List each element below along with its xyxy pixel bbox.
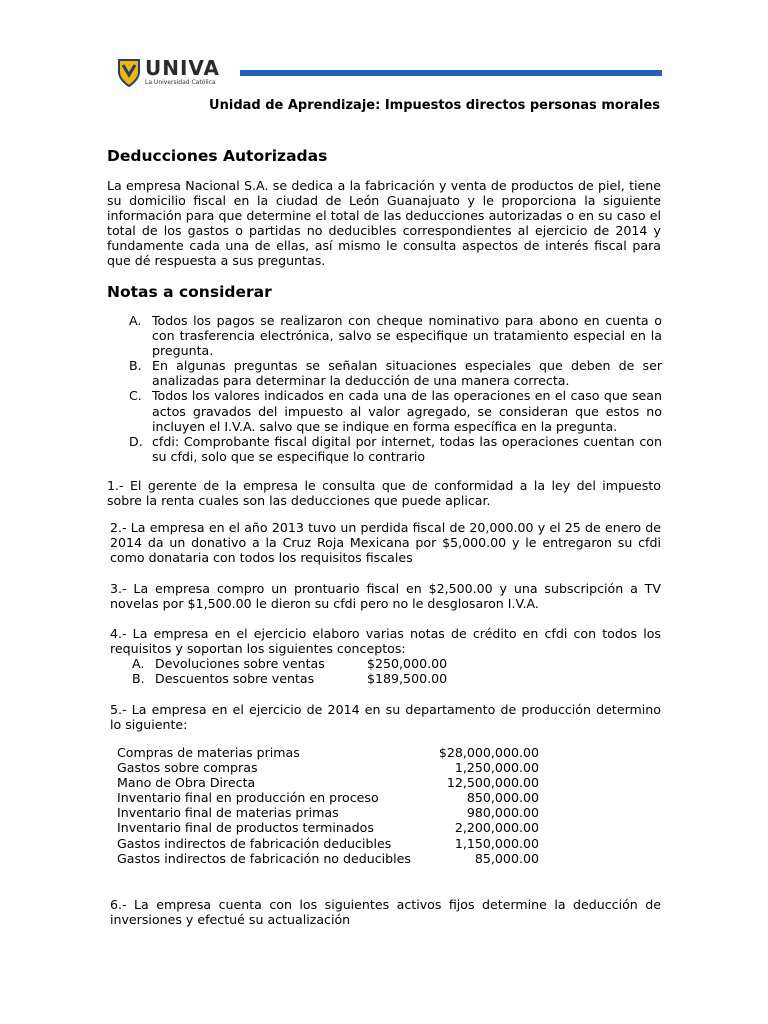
intro-paragraph: La empresa Nacional S.A. se dedica a la fabricación y venta de productos de piel, tiene su domicilio fiscal en la ciudad de León Guanajuato y le proporciona la siguiente información para que determine el total de las deducciones autorizadas o en su caso el total de los gastos o partidas no deducibles correspondientes al ejercicio de 2014 y fundamente cada una de ellas, así mismo le consulta aspectos de interés fiscal para que dé respuesta a sus preguntas. xyxy=(107,178,661,269)
list-item-text: En algunas preguntas se señalan situaciones especiales que deben de ser analizadas para determinar la deducción de una manera correcta. xyxy=(152,358,662,389)
list-item xyxy=(132,656,447,671)
cost-value: 850,000.00 xyxy=(466,790,539,806)
item-value: $189,500.00 xyxy=(367,671,448,687)
cost-label: Inventario final de productos terminados xyxy=(117,820,374,836)
table-row xyxy=(117,805,539,820)
cost-value: 980,000.00 xyxy=(466,805,539,821)
cost-value: 85,000.00 xyxy=(474,850,539,866)
cost-label: Gastos sobre compras xyxy=(117,760,258,776)
question-5: 5.- La empresa en el ejercicio de 2014 en su departamento de producción determino lo siguiente: xyxy=(110,702,661,733)
production-costs-table xyxy=(117,745,539,866)
cost-value: 1,250,000.00 xyxy=(454,760,539,776)
list-item xyxy=(129,434,662,464)
question-4: 4.- La empresa en el ejercicio elaboro varias notas de crédito en cfdi con todos los requisitos y soportan los siguientes conceptos: xyxy=(110,626,661,657)
list-item-text: Todos los pagos se realizaron con cheque nominativo para abono en cuenta o con trasferencia electrónica, salvo se especifique un tratamiento especial en la pregunta. xyxy=(152,313,662,359)
cost-label: Inventario final de materias primas xyxy=(117,805,339,821)
header-divider-bar xyxy=(240,70,662,76)
logo-tagline: La Universidad Católica xyxy=(145,79,216,86)
table-row xyxy=(117,851,539,866)
list-item-text: cfdi: Comprobante fiscal digital por internet, todas las operaciones cuentan con su cfdi, solo que se especifique lo contrario xyxy=(152,433,662,464)
item-label: Descuentos sobre ventas xyxy=(155,671,315,687)
list-item xyxy=(129,313,662,358)
cost-value: $28,000,000.00 xyxy=(438,745,539,760)
question-3: 3.- La empresa compro un prontuario fiscal en $2,500.00 y una subscripción a TV novelas por $1,500.00 le dieron su cfdi pero no le desglosaron I.V.A. xyxy=(110,581,661,612)
cost-label: Mano de Obra Directa xyxy=(117,775,256,791)
list-marker: C. xyxy=(129,388,142,404)
cost-value: 2,200,000.00 xyxy=(454,820,539,836)
notes-list xyxy=(129,313,662,464)
item-value: $250,000.00 xyxy=(367,656,448,671)
section-heading-deducciones: Deducciones Autorizadas xyxy=(107,147,328,165)
table-row xyxy=(117,820,539,835)
table-row xyxy=(117,790,539,805)
cost-label: Compras de materias primas xyxy=(117,745,300,760)
table-row xyxy=(117,775,539,790)
cost-label: Gastos indirectos de fabricación no deducibles xyxy=(117,850,411,866)
list-marker: B. xyxy=(129,358,142,374)
table-row xyxy=(117,745,539,760)
list-marker: D. xyxy=(129,433,143,449)
cost-label: Inventario final en producción en proceso xyxy=(117,790,379,806)
question-6: 6.- La empresa cuenta con los siguientes activos fijos determine la deducción de inversiones y efectué su actualización xyxy=(110,897,661,928)
list-item-text: Todos los valores indicados en cada una de las operaciones en el caso que sean actos gravados del impuesto al valor agregado, se consideran que estos no incluyen el I.V.A. salvo que se indique en forma específica en la pregunta. xyxy=(152,388,662,434)
cost-value: 1,150,000.00 xyxy=(454,835,539,851)
list-marker: A. xyxy=(132,656,145,671)
question-1: 1.- El gerente de la empresa le consulta que de conformidad a la ley del impuesto sobre la renta cuales son las deducciones que puede aplicar. xyxy=(107,478,661,509)
shield-icon xyxy=(117,58,141,88)
list-marker: B. xyxy=(132,671,145,687)
univa-logo xyxy=(117,58,235,92)
list-item xyxy=(132,671,447,686)
credit-notes-list xyxy=(132,656,447,686)
list-item xyxy=(129,358,662,388)
cost-value: 12,500,000.00 xyxy=(446,775,539,791)
table-row xyxy=(117,760,539,775)
list-marker: A. xyxy=(129,313,142,328)
unit-title: Unidad de Aprendizaje: Impuestos directos personas morales xyxy=(209,98,660,113)
section-heading-notas: Notas a considerar xyxy=(107,283,272,301)
logo-name: UNIVA xyxy=(145,56,221,80)
table-row xyxy=(117,836,539,851)
question-2: 2.- La empresa en el año 2013 tuvo un perdida fiscal de 20,000.00 y el 25 de enero de 2014 da un donativo a la Cruz Roja Mexicana por $5,000.00 y le entregaron su cfdi como donataria con todos los requisitos fiscales xyxy=(110,520,661,566)
list-item xyxy=(129,388,662,433)
item-label: Devoluciones sobre ventas xyxy=(155,656,325,671)
cost-label: Gastos indirectos de fabricación deducibles xyxy=(117,835,392,851)
